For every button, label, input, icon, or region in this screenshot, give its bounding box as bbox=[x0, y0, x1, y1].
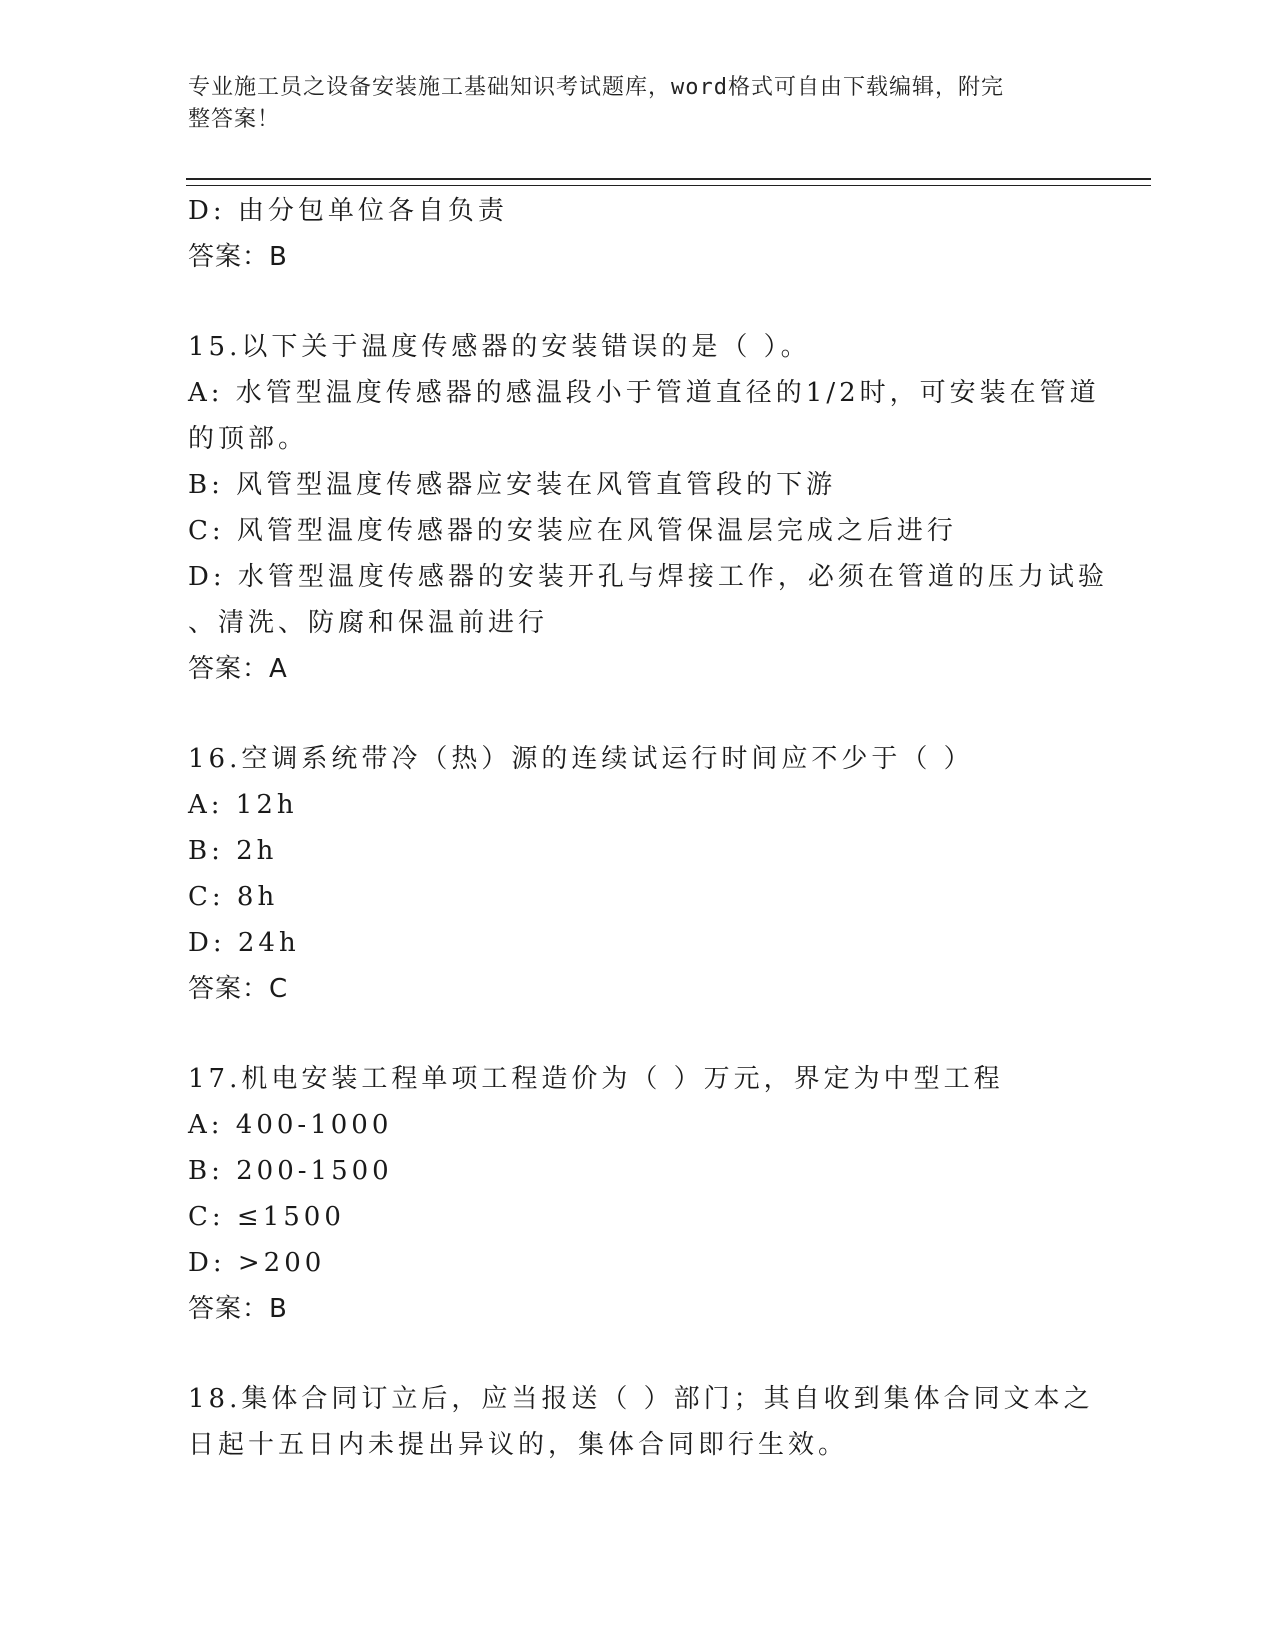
answer: 答案：B bbox=[188, 242, 288, 272]
page-header bbox=[188, 72, 1068, 136]
option-a: A: 12h bbox=[188, 790, 298, 820]
question-16 bbox=[188, 736, 1088, 1012]
answer: 答案：B bbox=[188, 1294, 288, 1324]
header-line-2: 整答案！ bbox=[188, 107, 281, 132]
option-b: B: 2h bbox=[188, 836, 278, 866]
question-18 bbox=[188, 1376, 1094, 1468]
document-body bbox=[188, 188, 1108, 1468]
option-c: C: 风管型温度传感器的安装应在风管保温层完成之后进行 bbox=[188, 516, 957, 546]
question-stem: 16.空调系统带冷（热）源的连续试运行时间应不少于（ ） bbox=[188, 744, 974, 774]
option-d: D: >200 bbox=[188, 1248, 326, 1278]
question-stem: 15.以下关于温度传感器的安装错误的是（ ）。 bbox=[188, 332, 811, 362]
option-a: A: 水管型温度传感器的感温段小于管道直径的1/2时，可安装在管道 bbox=[188, 378, 1100, 408]
question-15 bbox=[188, 324, 1108, 692]
option-d-continued: 、清洗、防腐和保温前进行 bbox=[188, 608, 549, 638]
answer: 答案：C bbox=[188, 974, 289, 1004]
option-d: D: 由分包单位各自负责 bbox=[188, 196, 508, 226]
header-line-1: 专业施工员之设备安装施工基础知识考试题库，word格式可自由下载编辑，附完 bbox=[188, 75, 1004, 100]
question-stem: 17.机电安装工程单项工程造价为（ ）万元，界定为中型工程 bbox=[188, 1064, 1004, 1094]
option-d: D: 水管型温度传感器的安装开孔与焊接工作，必须在管道的压力试验 bbox=[188, 562, 1108, 592]
option-b: B: 200-1500 bbox=[188, 1156, 393, 1186]
answer: 答案：A bbox=[188, 654, 288, 684]
option-c: C: 8h bbox=[188, 882, 279, 912]
option-a-continued: 的顶部。 bbox=[188, 424, 309, 454]
option-a: A: 400-1000 bbox=[188, 1110, 393, 1140]
option-d: D: 24h bbox=[188, 928, 300, 958]
question-17 bbox=[188, 1056, 1088, 1332]
header-divider bbox=[186, 178, 1151, 186]
option-c: C: ≤1500 bbox=[188, 1202, 345, 1232]
question-14-tail bbox=[188, 188, 1088, 280]
question-stem-continued: 日起十五日内未提出异议的，集体合同即行生效。 bbox=[188, 1430, 849, 1460]
option-b: B: 风管型温度传感器应安装在风管直管段的下游 bbox=[188, 470, 837, 500]
question-stem: 18.集体合同订立后，应当报送（ ）部门；其自收到集体合同文本之 bbox=[188, 1384, 1094, 1414]
